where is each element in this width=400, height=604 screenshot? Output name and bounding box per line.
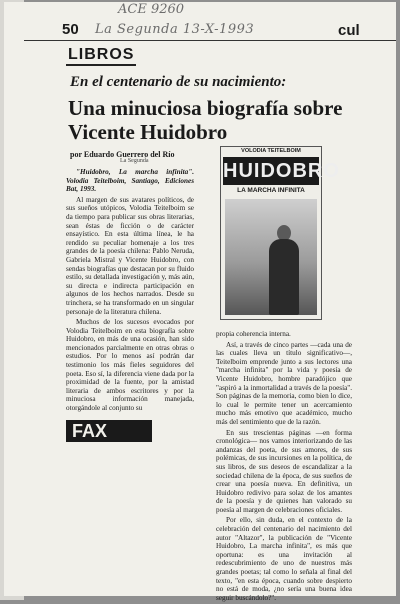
portrait-figure (269, 239, 299, 315)
page-number: 50 (62, 21, 79, 38)
byline: por Eduardo Guerrero del Río (70, 150, 175, 159)
paragraph: Así, a través de cinco partes —cada una de las cuales lleva un título significativo—, Teitelboim emprende junto a sus lectores una "marcha infinita" por la vida y poesía de Vicente Huidobro, hombre paradójico que "aspiró a la inmortalidad a través de la poesía". Son páginas de la memoria, como bien lo dice, lo cual le permite tener un acercamiento mucho más emotivo que académico, mucho más del sentimiento que de la razón. (216, 340, 352, 426)
paragraph: Por ello, sin duda, en el contexto de la celebración del centenario del nacimiento del autor "Altazor", la publicación de "Vicente Huidobro, La marcha infinita", es más que oportuna: es una invitación al redescubrimiento de uno de nuestros más grandes poetas; tal como lo señala al final del texto, "en esta época, cuando sobre despierto no está de moda, ¿no sería una buena idea seguir buscándolo?". (216, 516, 352, 602)
byline-source: La Segunda (120, 158, 149, 164)
cover-title: HUIDOBRO (223, 157, 319, 185)
header-rule (24, 40, 396, 41)
paragraph: propia coherencia interna. (216, 330, 291, 338)
paragraph: Muchos de los sucesos evocados por Volodia Teitelboim en esta biografía sobre Huidobro, en más de una ocasión, han sido mencionados parcialmente en otras obras o estudios. Por lo menos así podrán dar testimonio los más fieles seguidores del poeta. Eso sí, la diferencia viene dada por la proximidad de la fuente, por la amistad literaria de ambos escritores y por la minuciosa información manejada, otorgándole al conjunto su (66, 318, 194, 413)
handwritten-archive-code: ACE 9260 (118, 2, 185, 17)
paragraph: En sus trescientas páginas —en forma cronológica— nos vamos interiorizando de las andanzas del poeta, de sus amores, de sus polémicas, de sus incursiones en la política, de sus libros, de sus deseos de escandalizar a la sociedad chilena de la época, de sus sueños de crear una poesía nueva. En definitiva, un Huidobro redivivo para solaz de los amantes de la poesía y de quienes han valorado su poesía al margen de celebraciones oficiales. (216, 428, 352, 514)
book-cover-image (220, 146, 340, 320)
paragraph: Al margen de sus avatares políticos, de sus sueños utópicos, Volodia Teitelboim se da tiempo para publicar sus obras literarias, sean éstas de ficción o de carácter ensayístico. En esta última línea, le ha rendido su peculiar homenaje a los tres grandes de la poesía chilena: Pablo Neruda, Gabriela Mistral y Vicente Huidobro, con sendas biografías que destacan por su fluido estilo, su detallada investigación y, más aún, su directa e indirecta participación en algunos de los hechos narrados. Desde su trinchera, se ha transformado en un singular personaje de la literatura chilena. (66, 195, 194, 316)
handwritten-source-date: La Segunda 13-X-1993 (95, 22, 255, 37)
section-label: LIBROS (66, 46, 136, 66)
book-reference: "Huidobro, La marcha infinita". Volodia Teitelboim, Santiago, Ediciones Bat, 1993. (66, 168, 194, 194)
left-column (66, 168, 194, 415)
section-tag: cul (338, 22, 360, 39)
headline: Una minuciosa biografía sobre Vicente Huidobro (68, 96, 343, 144)
ad-fragment: FAX (66, 420, 152, 442)
cover-subtitle: LA MARCHA INFINITA (237, 187, 305, 194)
cover-author: VOLODIA TEITELBOIM (241, 148, 301, 154)
right-column (216, 330, 352, 604)
author-photo (225, 199, 317, 315)
kicker: En el centenario de su nacimiento: (70, 74, 287, 90)
